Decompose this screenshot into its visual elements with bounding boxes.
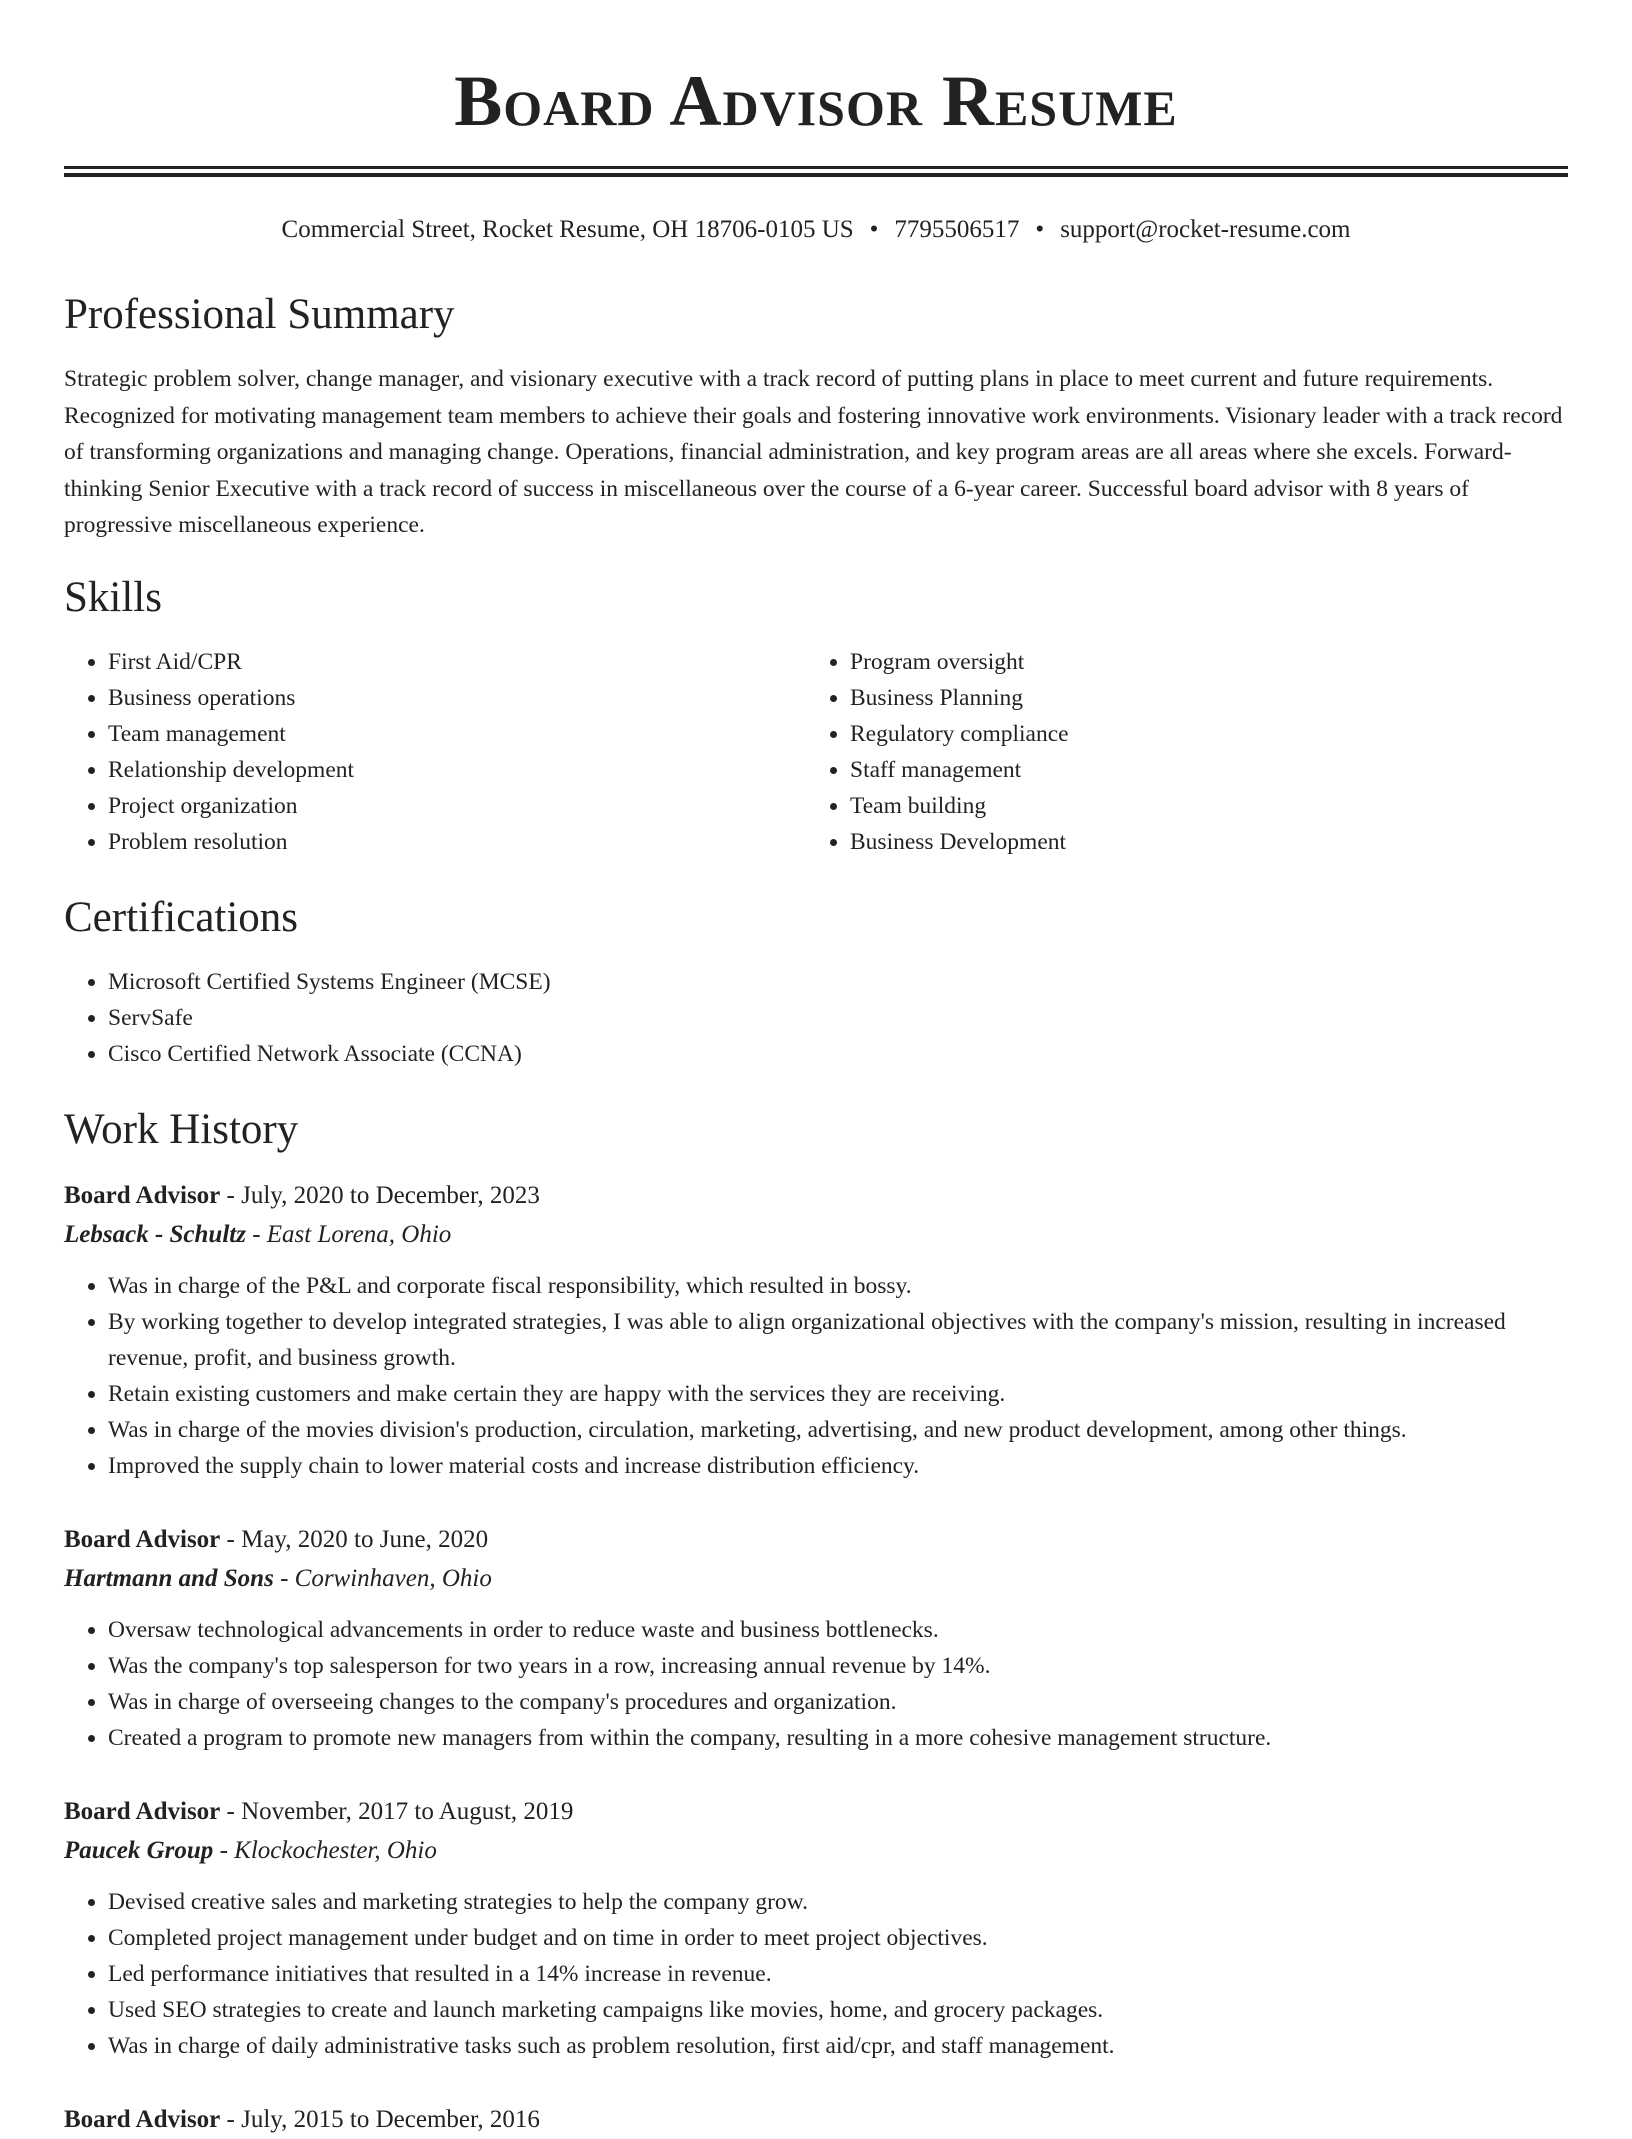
skill-item: • Regulatory compliance <box>850 716 1548 752</box>
work-history-heading: Work History <box>64 1105 299 1153</box>
job-bullet: • Oversaw technological advancements in order to reduce waste and business bottlenecks. <box>108 1612 1568 1648</box>
job-bullets <box>64 1268 1568 1484</box>
job-bullet: • Retain existing customers and make certain they are happy with the services they are receiving. <box>108 1376 1568 1412</box>
certifications-list <box>64 964 1568 1072</box>
skills-column-right <box>806 644 1548 860</box>
job-company-line: Paucek Group - Klockochester, Ohio <box>64 1836 437 1864</box>
job-bullet: • Improved the supply chain to lower material costs and increase distribution efficiency. <box>108 1448 1568 1484</box>
skill-item: • Business operations <box>108 680 806 716</box>
certification-item: • Microsoft Certified Systems Engineer (MCSE) <box>108 964 1568 1000</box>
job-company: Lebsack - Schultz <box>64 1220 246 1248</box>
job-bullet: • Completed project management under budget and on time in order to meet project objectives. <box>108 1920 1568 1956</box>
job-bullet: • Devised creative sales and marketing strategies to help the company grow. <box>108 1884 1568 1920</box>
job-dates: July, 2020 to December, 2023 <box>241 1181 540 1209</box>
contact-separator: • <box>1035 216 1045 243</box>
job-bullet: • Was the company's top salesperson for two years in a row, increasing annual revenue by 14%. <box>108 1648 1568 1684</box>
job-dates: May, 2020 to June, 2020 <box>241 1525 489 1553</box>
job-entry <box>64 1176 1568 1484</box>
resume-title: Board Advisor Resume <box>454 61 1178 141</box>
job-entry <box>64 1520 1568 1756</box>
job-bullet: • Was in charge of daily administrative tasks such as problem resolution, first aid/cpr, and staff management. <box>108 2028 1568 2064</box>
skill-item: • Business Planning <box>850 680 1548 716</box>
job-title-line: Board Advisor - July, 2015 to December, 2016 <box>64 2105 540 2133</box>
contact-email: support@rocket-resume.com <box>1060 216 1351 243</box>
contact-address: Commercial Street, Rocket Resume, OH 18706-0105 US <box>281 216 854 243</box>
job-role: Board Advisor <box>64 1181 221 1209</box>
skills-column-left <box>64 644 806 860</box>
certifications-heading: Certifications <box>64 893 299 941</box>
job-company-line: Lebsack - Schultz - East Lorena, Ohio <box>64 1220 452 1248</box>
skill-item: • Problem resolution <box>108 824 806 860</box>
job-bullets <box>64 1884 1568 2064</box>
skill-item: • First Aid/CPR <box>108 644 806 680</box>
job-title-line: Board Advisor - July, 2020 to December, 2023 <box>64 1181 540 1209</box>
job-role: Board Advisor <box>64 1797 221 1825</box>
job-bullet: • Created a program to promote new managers from within the company, resulting in a more cohesive management structure. <box>108 1720 1568 1756</box>
skill-item: • Project organization <box>108 788 806 824</box>
job-bullet: • Was in charge of the P&L and corporate fiscal responsibility, which resulted in bossy. <box>108 1268 1568 1304</box>
job-dates: July, 2015 to December, 2016 <box>241 2105 540 2133</box>
job-bullets <box>64 1612 1568 1756</box>
job-dates: November, 2017 to August, 2019 <box>241 1797 574 1825</box>
job-title-line: Board Advisor - November, 2017 to August, 2019 <box>64 1797 574 1825</box>
job-title-line: Board Advisor - May, 2020 to June, 2020 <box>64 1525 489 1553</box>
job-bullet: • Was in charge of overseeing changes to the company's procedures and organization. <box>108 1684 1568 1720</box>
contact-line <box>64 213 1568 247</box>
skills-list <box>64 644 1568 860</box>
contact-phone: 7795506517 <box>894 216 1020 243</box>
summary-heading: Professional Summary <box>64 291 455 338</box>
job-location: East Lorena, Ohio <box>266 1220 452 1248</box>
certification-item: • ServSafe <box>108 1000 1568 1036</box>
skill-item: • Business Development <box>850 824 1548 860</box>
job-entry <box>64 2100 1568 2139</box>
skill-item: • Relationship development <box>108 752 806 788</box>
title-divider <box>64 166 1568 177</box>
job-bullet: • By working together to develop integrated strategies, I was able to align organizational objectives with the company's mission, resulting in increased revenue, profit, and business growth. <box>108 1304 1568 1376</box>
job-role: Board Advisor <box>64 1525 221 1553</box>
job-location: Klockochester, Ohio <box>234 1836 437 1864</box>
job-entry <box>64 1792 1568 2064</box>
job-company: Hartmann and Sons <box>64 1564 274 1592</box>
job-bullet: • Was in charge of the movies division's production, circulation, marketing, advertising, and new product development, among other things. <box>108 1412 1568 1448</box>
skill-item: • Program oversight <box>850 644 1548 680</box>
skill-item: • Team building <box>850 788 1548 824</box>
job-bullet: • Used SEO strategies to create and launch marketing campaigns like movies, home, and grocery packages. <box>108 1992 1568 2028</box>
contact-separator: • <box>869 216 879 243</box>
job-role: Board Advisor <box>64 2105 221 2133</box>
job-location: Corwinhaven, Ohio <box>294 1564 492 1592</box>
skills-heading: Skills <box>64 573 162 621</box>
job-company: Paucek Group <box>64 1836 214 1864</box>
resume-page <box>64 0 1568 2139</box>
job-bullet: • Led performance initiatives that resulted in a 14% increase in revenue. <box>108 1956 1568 1992</box>
skill-item: • Team management <box>108 716 806 752</box>
summary-text: Strategic problem solver, change manager, and visionary executive with a track record of putting plans in place to meet current and future requirements. Recognized for motivating management team members to achieve their goals and fostering innovative work environments. Visionary leader with a track record of transforming organizations and managing change. Operations, financial administration, and key program areas are all areas where she excels. Forward-thinking Senior Executive with a track record of success in miscellaneous over the course of a 6-year career. Successful board advisor with 8 years of progressive miscellaneous experience. <box>64 366 1563 538</box>
certification-item: • Cisco Certified Network Associate (CCNA) <box>108 1036 1568 1072</box>
job-company-line: Hartmann and Sons - Corwinhaven, Ohio <box>64 1564 492 1592</box>
skill-item: • Staff management <box>850 752 1548 788</box>
